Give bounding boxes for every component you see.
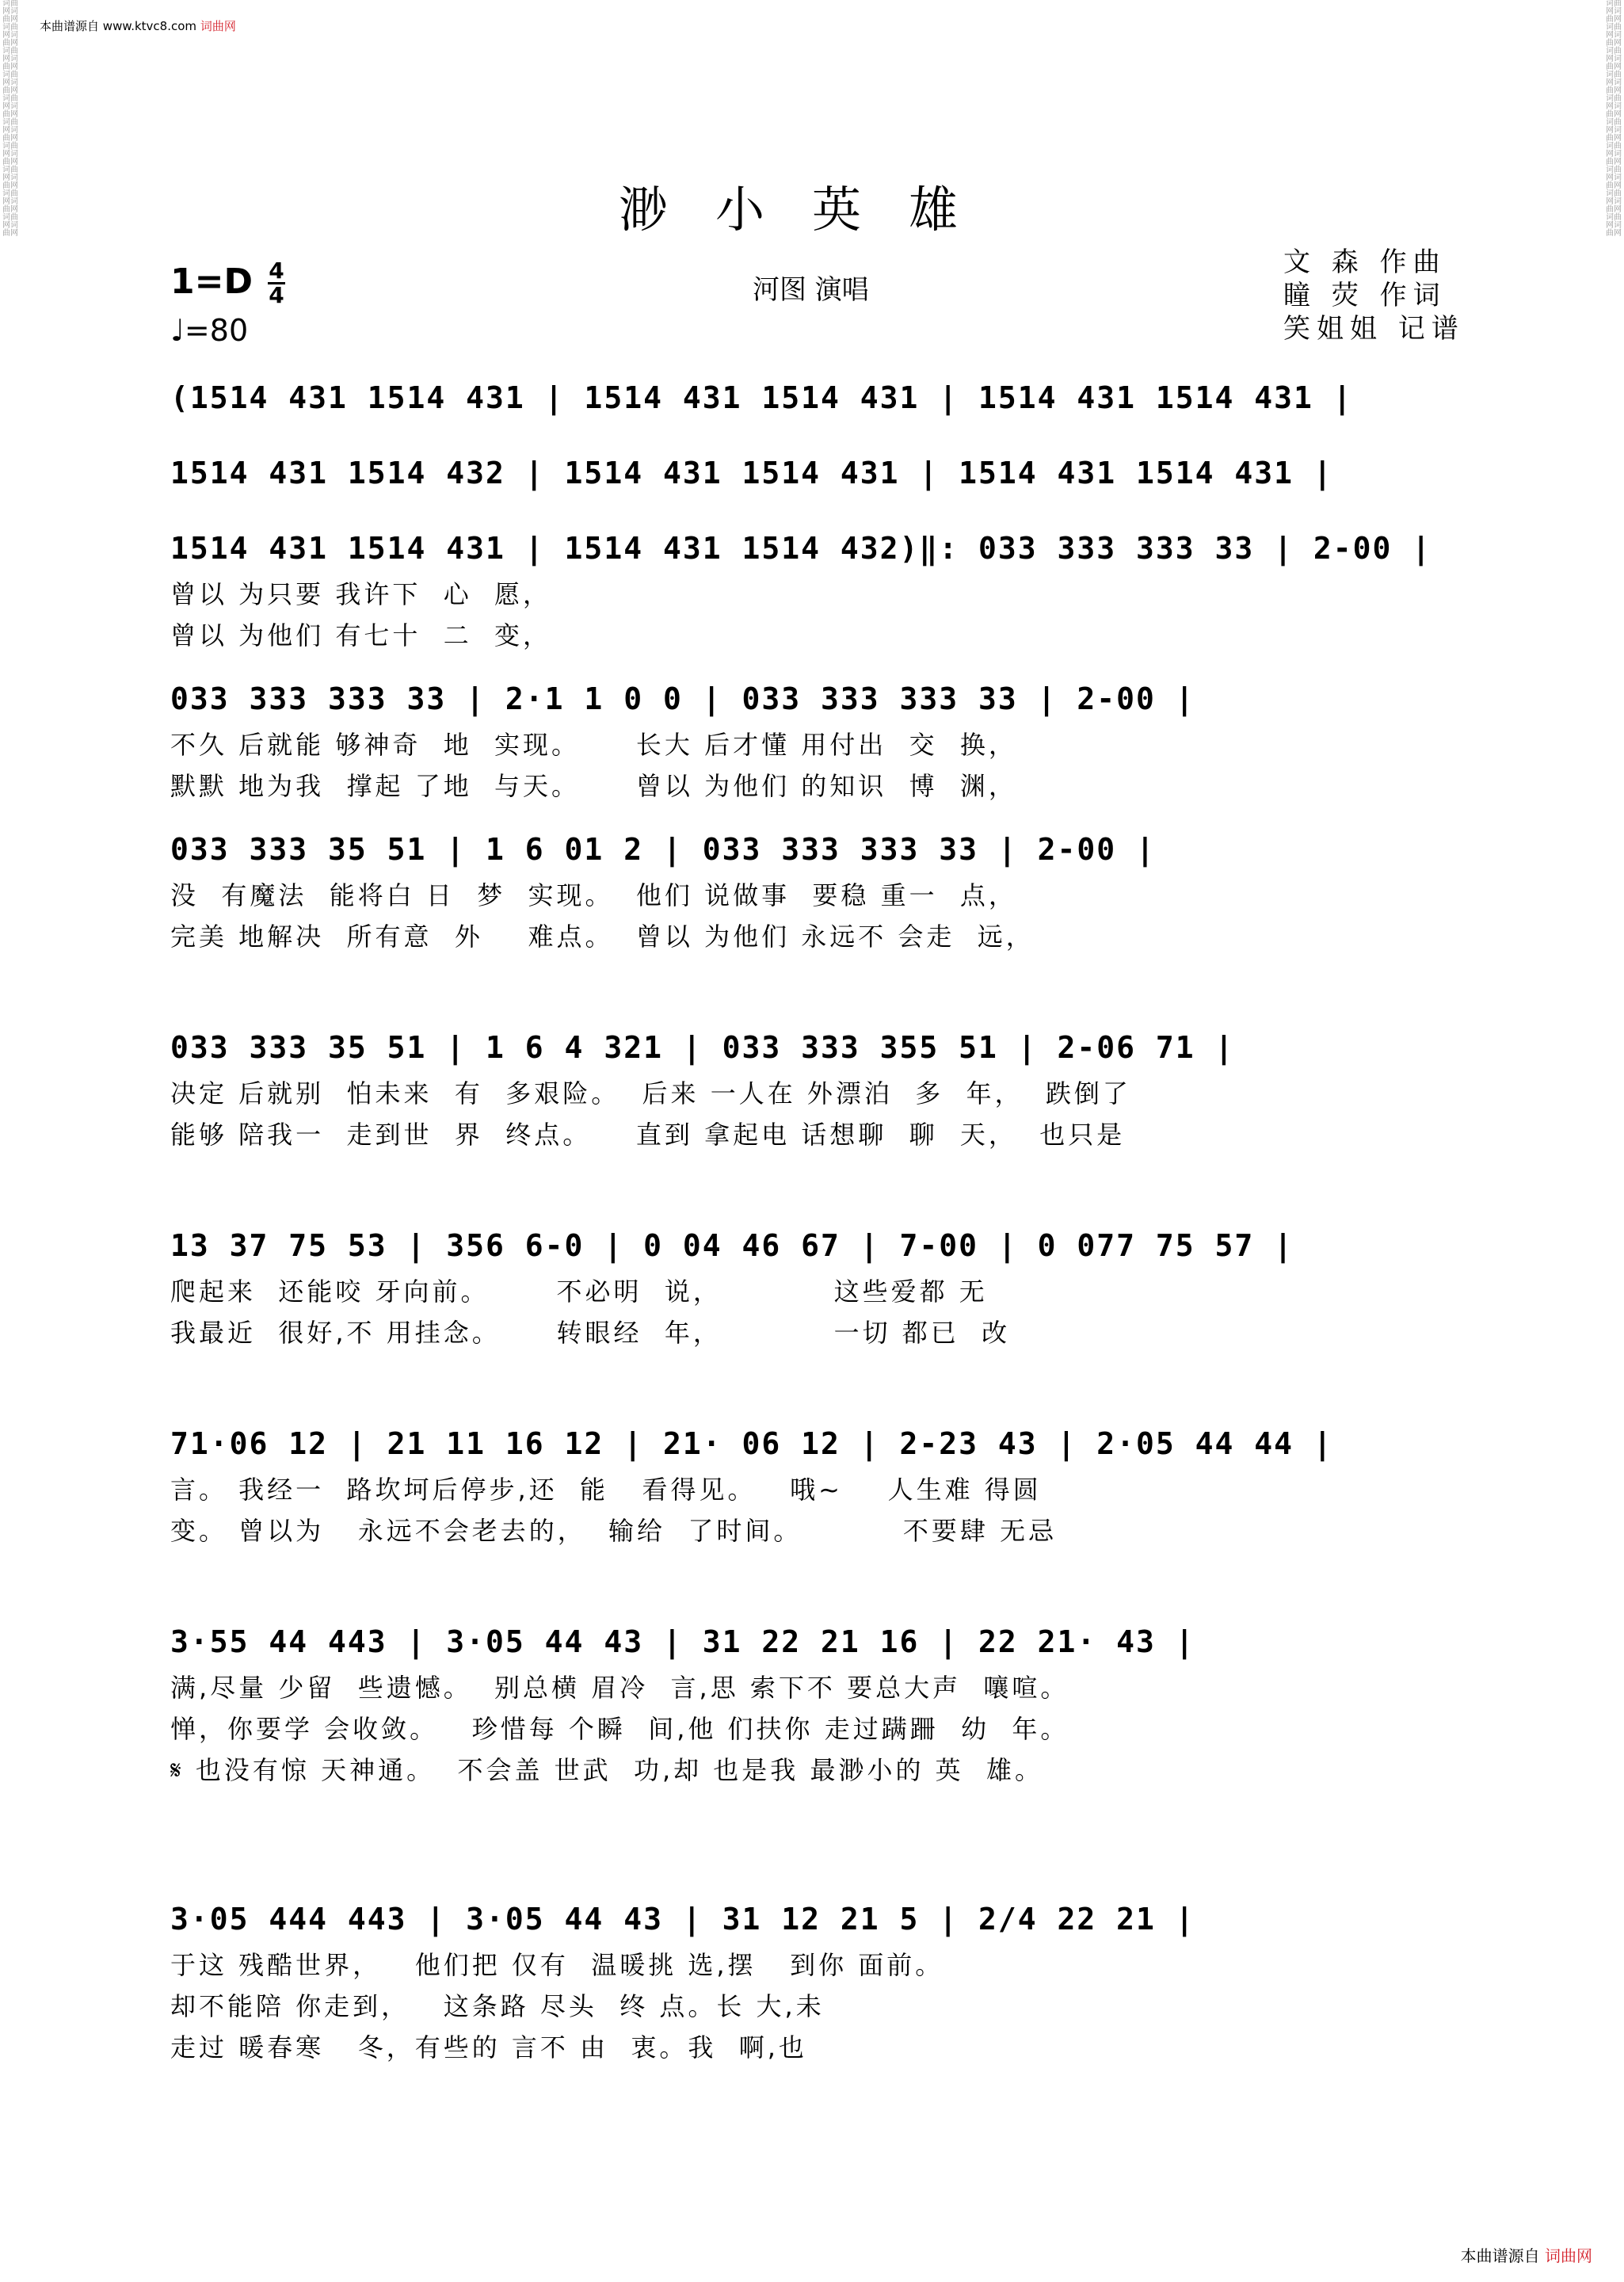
- notation-line: 3·05 444 443 | 3·05 44 43 | 31 12 21 5 | 2/4 22 21 |: [170, 1902, 1195, 1937]
- lyric-line: 不久 后就能 够神奇 地 实现。 长大 后才懂 用付出 交 换，: [170, 730, 1017, 760]
- notation-line: 033 333 35 51 | 1 6 01 2 | 033 333 333 33 | 2-00 |: [170, 832, 1156, 867]
- footer-source: 本曲谱源自: [1460, 2246, 1540, 2265]
- lyric-line: 曾以 为只要 我许下 心 愿，: [170, 579, 552, 609]
- lyric-line: 决定 后就别 怕未来 有 多艰险。 后来 一人在 外漂泊 多 年， 跌倒了: [170, 1078, 1131, 1109]
- lyric-line: 没 有魔法 能将白 日 梦 实现。 他们 说做事 要稳 重一 点，: [170, 880, 1017, 910]
- credit-transcriber: 笑姐姐 记谱: [1283, 313, 1465, 345]
- lyric-line: 于这 残酷世界， 他们把 仅有 温暖挑 选,摆 到你 面前。: [170, 1950, 944, 1980]
- notation-line: 033 333 35 51 | 1 6 4 321 | 033 333 355 51 | 2-06 71 |: [170, 1030, 1235, 1065]
- footer-brand[interactable]: 词曲网: [1545, 2246, 1592, 2265]
- credit-lyricist: 瞳 荧 作词: [1283, 280, 1447, 311]
- tempo-marking: ♩=80: [170, 313, 249, 348]
- lyric-line: 完美 地解决 所有意 外 难点。 曾以 为他们 永远不 会走 远，: [170, 922, 1035, 952]
- credits: [1283, 246, 1465, 345]
- notation-line: 13 37 75 53 | 356 6-0 | 0 04 46 67 | 7-00 | 0 077 75 57 |: [170, 1228, 1294, 1263]
- notation-line: 1514 431 1514 432 | 1514 431 1514 431 | 1514 431 1514 431 |: [170, 456, 1333, 490]
- song-title: 渺小英雄: [618, 181, 1005, 239]
- lyric-line: 满,尽量 少留 些遗憾。 别总横 眉冷 言,思 索下不 要总大声 嚷喧。: [170, 1673, 1069, 1703]
- footer: [1461, 2243, 1592, 2266]
- time-signature: [268, 260, 285, 307]
- header-source-text: 本曲谱源自: [40, 19, 100, 33]
- lyric-line: 我最近 很好,不 用挂念。 转眼经 年， 一切 都已 改: [170, 1318, 1011, 1348]
- key-signature: 1=D: [170, 261, 254, 302]
- lyric-line: 惮，你要学 会收敛。 珍惜每 个瞬 间,他 们扶你 走过蹒跚 幼 年。: [170, 1714, 1069, 1744]
- notation-line: 71·06 12 | 21 11 16 12 | 21· 06 12 | 2-23 43 | 2·05 44 44 |: [170, 1426, 1333, 1461]
- lyric-line: 𝄋 也没有惊 天神通。 不会盖 世武 功,却 也是我 最渺小的 英 雄。: [170, 1755, 1043, 1785]
- lyric-line: 曾以 为他们 有七十 二 变，: [170, 620, 552, 651]
- lyric-line: 变。 曾以为 永远不会老去的， 输给 了时间。 不要肆 无忌: [170, 1516, 1058, 1546]
- lyric-line: 爬起来 还能咬 牙向前。 不必明 说， 这些爱都 无: [170, 1276, 988, 1307]
- lyric-line: 能够 陪我一 走到世 界 终点。 直到 拿起电 话想聊 聊 天， 也只是: [170, 1120, 1126, 1150]
- header-source: [40, 17, 236, 34]
- singer-credit: 河图 演唱: [753, 274, 869, 306]
- side-watermark-right: 词曲网词曲网词曲网词曲网词曲网词曲网词曲网词曲网词曲网词曲网词曲网词曲网词曲网词曲网词曲网词曲网词曲网词曲网词曲网词曲网: [1606, 0, 1622, 238]
- notation-line: (1514 431 1514 431 | 1514 431 1514 431 | 1514 431 1514 431 |: [170, 380, 1353, 415]
- header-brand[interactable]: 词曲网: [200, 19, 236, 33]
- credit-composer: 文 森 作曲: [1283, 246, 1447, 278]
- lyric-line: 走过 暖春寒 冬，有些的 言不 由 衷。我 啊,也: [170, 2032, 807, 2063]
- notation-line: 3·55 44 443 | 3·05 44 43 | 31 22 21 16 | 22 21· 43 |: [170, 1624, 1195, 1659]
- side-watermark-left: 词曲网词曲网词曲网词曲网词曲网词曲网词曲网词曲网词曲网词曲网词曲网词曲网词曲网词曲网词曲网词曲网词曲网词曲网词曲网词曲网: [2, 0, 18, 238]
- time-top: 4: [269, 258, 284, 284]
- notation-line: 033 333 333 33 | 2·1 1 0 0 | 033 333 333 33 | 2-00 |: [170, 681, 1195, 716]
- lyric-line: 言。 我经一 路坎坷后停步,还 能 看得见。 哦~ 人生难 得圆: [170, 1475, 1042, 1505]
- time-bottom: 4: [269, 282, 284, 308]
- lyric-line: 却不能陪 你走到， 这条路 尽头 终 点。长 大,未: [170, 1991, 825, 2021]
- notation-line: 1514 431 1514 431 | 1514 431 1514 432)‖: 033 333 333 33 | 2-00 |: [170, 531, 1432, 566]
- lyric-line: 默默 地为我 撑起 了地 与天。 曾以 为他们 的知识 博 渊，: [170, 771, 1017, 801]
- header-site[interactable]: www.ktvc8.com: [102, 19, 197, 33]
